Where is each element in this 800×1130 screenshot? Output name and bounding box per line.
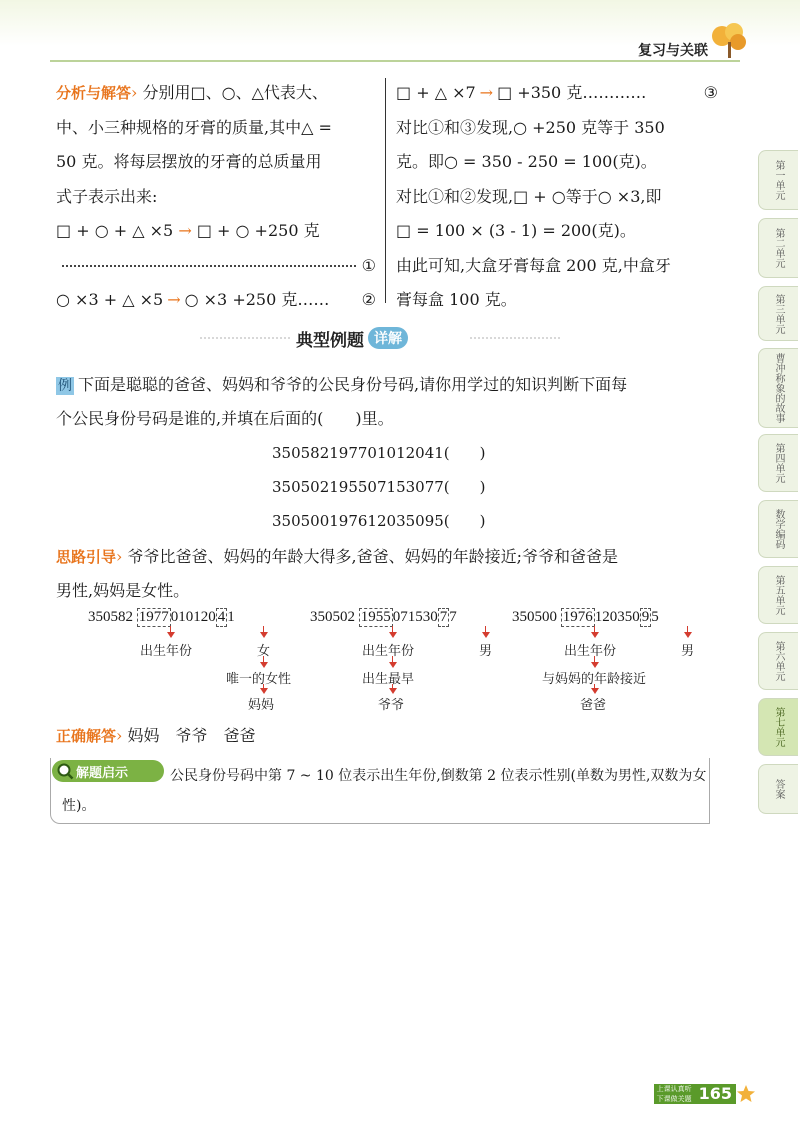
- footer-tag-bottom: 下课做关题: [654, 1094, 695, 1104]
- analysis-text-2: 中、小三种规格的牙膏的质量,其中△ =: [56, 117, 332, 137]
- id-breakdown-row: [512, 608, 659, 627]
- answer-label: 正确解答: [56, 727, 117, 745]
- example-line-1: [56, 368, 726, 402]
- id-part-last: 1: [227, 609, 235, 625]
- hint-text-1: 爷爷比爸爸、妈妈的年龄大得多,爸爸、妈妈的年龄接近;爷爷和爸爸是: [127, 547, 618, 566]
- tip-label-text: 解题启示: [76, 765, 129, 781]
- down-arrow-icon: [687, 626, 688, 636]
- person-label: 妈妈: [248, 698, 275, 713]
- equation-1-right: □ + ○ +250 克: [196, 221, 320, 240]
- id-number-list: [272, 436, 486, 538]
- example-question: [56, 368, 726, 436]
- analysis-right-text-4: □ = 100 × (3 - 1) = 200(克)。: [396, 221, 636, 240]
- thinking-guide: [56, 540, 726, 608]
- correct-answer: [56, 723, 256, 746]
- down-arrow-icon: [263, 684, 264, 692]
- down-arrow-icon: [170, 626, 171, 636]
- id-part-year: 1976: [562, 609, 593, 625]
- tab-10[interactable]: 答案: [758, 764, 798, 814]
- arrow-right-icon: →: [167, 290, 181, 309]
- analysis-text-3: 50 克。将每层摆放的牙膏的总质量用: [56, 152, 322, 171]
- id-part-prefix: 350500: [512, 609, 561, 625]
- down-arrow-icon: [594, 684, 595, 692]
- down-arrow-icon: [594, 626, 595, 636]
- tab-4[interactable]: 曹冲称象的故事: [758, 348, 798, 428]
- tab-5[interactable]: 第四单元: [758, 434, 798, 492]
- equation-2: [56, 283, 376, 318]
- equation-2-right: ○ ×3 +250 克……: [184, 290, 330, 309]
- equation-1-number: ①: [361, 255, 376, 275]
- birth-year-note: 出生年份: [564, 644, 617, 659]
- banner-badge: 详解: [368, 327, 408, 349]
- equation-3-number: ③: [703, 83, 718, 102]
- answer-text: 妈妈 爷爷 爸爸: [127, 726, 256, 745]
- analysis-right-text-6: 膏每盒 100 克。: [396, 290, 517, 309]
- reason-note: 唯一的女性: [226, 672, 292, 687]
- id-part-gender: 4: [217, 609, 226, 625]
- column-divider: [385, 78, 386, 303]
- equation-1-left: □ + ○ + △ ×5: [56, 221, 174, 240]
- banner-dots-left: [200, 337, 290, 339]
- analysis-right-text-1: 对比①和③发现,○ +250 克等于 350: [396, 117, 665, 137]
- label-arrow-icon: ›: [131, 83, 138, 102]
- analysis-right-text-5: 由此可知,大盒牙膏每盒 200 克,中盒牙: [396, 255, 671, 275]
- id-number-2: 350502195507153077( ): [272, 478, 486, 496]
- id-part-gender: 9: [641, 609, 650, 625]
- analysis-label: 分析与解答: [56, 84, 132, 102]
- equation-3: [396, 76, 718, 111]
- arrow-right-icon: →: [178, 221, 192, 240]
- tab-7[interactable]: 第五单元: [758, 566, 798, 624]
- down-arrow-icon: [392, 626, 393, 636]
- page-footer: [654, 1084, 756, 1104]
- id-part-mid: 010120: [170, 609, 216, 625]
- magnifier-icon: [56, 762, 74, 780]
- header-rule: [50, 60, 740, 62]
- tab-2[interactable]: 第二单元: [758, 218, 798, 278]
- person-label: 爷爷: [378, 698, 405, 713]
- hint-label: 思路引导: [56, 548, 117, 566]
- analysis-right-text-2: 克。即○ = 350 - 250 = 100(克)。: [396, 152, 657, 171]
- down-arrow-icon: [594, 656, 595, 666]
- down-arrow-icon: [392, 656, 393, 666]
- birth-year-note: 出生年份: [140, 644, 193, 659]
- id-part-mid: 071530: [392, 609, 438, 625]
- equation-3-left: □ + △ ×7: [396, 83, 476, 102]
- tab-1[interactable]: 第一单元: [758, 150, 798, 210]
- star-mascot-icon: [736, 1084, 756, 1104]
- page-number: 165: [695, 1084, 736, 1104]
- reason-note: 出生最早: [362, 672, 415, 687]
- analysis-line-1: [56, 76, 376, 111]
- hint-line-1: [56, 540, 726, 574]
- tip-label: [52, 760, 164, 782]
- tip-text: 公民身份号码中第 7 ~ 10 位表示出生年份,倒数第 2 位表示性别(单数为男性,双数为女性)。: [62, 768, 707, 814]
- id-part-mid: 120350: [594, 609, 640, 625]
- banner-dots-right: [470, 337, 560, 339]
- id-breakdown-row: [310, 608, 457, 627]
- equation-1: [56, 214, 376, 249]
- gender-note: 男: [479, 644, 493, 659]
- gender-note: 男: [681, 644, 695, 659]
- id-part-prefix: 350582: [88, 609, 137, 625]
- footer-tag: [654, 1084, 695, 1104]
- id-part-last: 5: [651, 609, 659, 625]
- page-header-title: 复习与关联: [638, 43, 708, 59]
- label-arrow-icon: ›: [116, 726, 123, 745]
- tab-9[interactable]: 第七单元: [758, 698, 798, 756]
- down-arrow-icon: [392, 684, 393, 692]
- reason-note: 与妈妈的年龄接近: [542, 672, 647, 687]
- equation-2-number: ②: [361, 290, 376, 309]
- analysis-text-1: 分别用□、○、△代表大、: [142, 83, 328, 102]
- birth-year-note: 出生年份: [362, 644, 415, 659]
- id-part-gender: 7: [439, 609, 448, 625]
- id-part-prefix: 350502: [310, 609, 359, 625]
- banner-title: 典型例题: [296, 330, 364, 351]
- id-number-1: 350582197701012041( ): [272, 444, 486, 462]
- example-text-2: 个公民身份号码是谁的,并填在后面的( )里。: [56, 409, 394, 428]
- down-arrow-icon: [485, 626, 486, 636]
- tab-8[interactable]: 第六单元: [758, 632, 798, 690]
- equation-1-leader: [56, 249, 376, 284]
- label-arrow-icon: ›: [116, 547, 123, 566]
- equation-3-right: □ +350 克…………: [497, 83, 647, 102]
- dot-leader: [62, 265, 356, 267]
- arrow-right-icon: →: [479, 83, 494, 102]
- id-part-year: 1955: [360, 609, 391, 625]
- tab-3[interactable]: 第三单元: [758, 286, 798, 341]
- analysis-right-text-3: 对比①和②发现,□ + ○等于○ ×3,即: [396, 186, 662, 206]
- id-part-year: 1977: [138, 609, 169, 625]
- gender-note: 女: [257, 644, 271, 659]
- footer-tag-top: 上课认真听: [654, 1084, 695, 1094]
- section-banner: [296, 323, 408, 353]
- down-arrow-icon: [263, 626, 264, 636]
- id-part-last: 7: [449, 609, 457, 625]
- analysis-text-4: 式子表示出来:: [56, 186, 158, 206]
- analysis-left-column: [56, 76, 376, 318]
- tree-icon: [708, 22, 750, 58]
- example-mark: 例: [58, 378, 72, 394]
- tab-6[interactable]: 数学编码: [758, 500, 798, 558]
- equation-2-left: ○ ×3 + △ ×5: [56, 290, 164, 309]
- example-text-1: 下面是聪聪的爸爸、妈妈和爷爷的公民身份号码,请你用学过的知识判断下面每: [78, 375, 628, 394]
- id-breakdown-row: [88, 608, 235, 627]
- person-label: 爸爸: [580, 698, 607, 713]
- down-arrow-icon: [263, 656, 264, 666]
- hint-text-2: 男性,妈妈是女性。: [56, 581, 190, 600]
- id-number-3: 350500197612035095( ): [272, 512, 486, 530]
- analysis-right-column: [396, 76, 718, 318]
